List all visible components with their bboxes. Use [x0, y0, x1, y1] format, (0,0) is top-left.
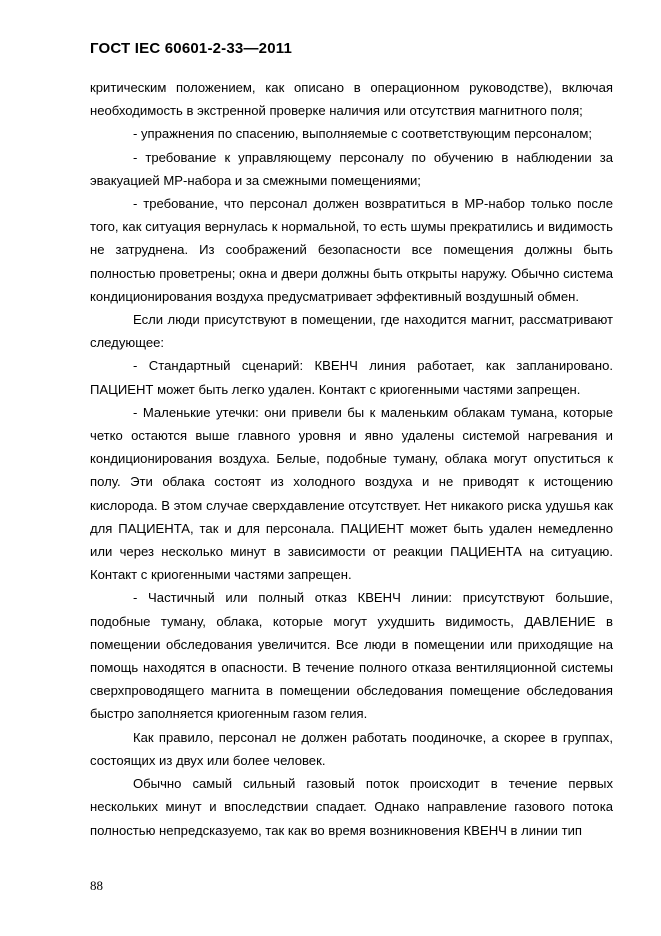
page-header: ГОСТ IEC 60601-2-33—2011 — [90, 40, 293, 57]
paragraph-8: - Частичный или полный отказ КВЕНЧ линии: присутствуют большие, подобные туману, облака, которые могут ухудшить видимость, ДАВЛЕНИЕ в помещении обследования увеличится. Все люди в помещении или приходящие на помощь находятся в опасности. В течение полного отказа вентиляционной системы сверхпроводящего магнита в помещении обследования помещение обследования быстро заполняется криогенным газом гелия. — [90, 590, 613, 722]
paragraph-5: Если люди присутствуют в помещении, где находится магнит, рассматривают следующее: — [90, 312, 613, 351]
page-number: 88 — [90, 878, 103, 893]
paragraph-9: Как правило, персонал не должен работать поодиночке, а скорее в группах, состоящих из двух или более человек. — [90, 729, 613, 768]
paragraph-6: - Стандартный сценарий: КВЕНЧ линия работает, как запланировано. ПАЦИЕНТ может быть легко удален. Контакт с криогенными частями запрещен. — [90, 358, 613, 397]
paragraph-4: - требование, что персонал должен возвратиться в МР-набор только после того, как ситуация вернулась к нормальной, то есть шумы прекратились и видимость не затруднена. Из соображений безопасности все помещения должны быть полностью проветрены; окна и двери должны быть открыты наружу. Обычно система кондиционирования воздуха предусматривает эффективный воздушный обмен. — [90, 196, 613, 304]
paragraph-10: Обычно самый сильный газовый поток происходит в течение первых нескольких минут и впоследствии спадает. Однако направление газового потока полностью непредсказуемо, так как во время возникновения КВЕНЧ в линии тип — [90, 776, 613, 838]
paragraph-1: критическим положением, как описано в операционном руководстве), включая необходимость в экстренной проверке наличия или отсутствия магнитного поля; — [90, 80, 613, 119]
paragraph-7: - Маленькие утечки: они привели бы к маленьким облакам тумана, которые четко остаются выше главного уровня и явно удалены системой нагревания и кондиционирования воздуха. Белые, подобные туману, облака могут опуститься к полу. Эти облака состоят из холодного воздуха и не приводят к истощению кислорода. В этом случае сверхдавление отсутствует. Нет никакого риска удушья как для ПАЦИЕНТА, так и для персонала. ПАЦИЕНТ может быть удален немедленно или через несколько минут в зависимости от реакции ПАЦИЕНТА на ситуацию. Контакт с криогенными частями запрещен. — [90, 404, 613, 583]
paragraph-2: - упражнения по спасению, выполняемые с соответствующим персоналом; — [133, 126, 592, 142]
body-text — [90, 76, 613, 842]
paragraph-3: - требование к управляющему персоналу по обучению в наблюдении за эвакуацией МР-набора и за смежными помещениями; — [90, 149, 613, 188]
